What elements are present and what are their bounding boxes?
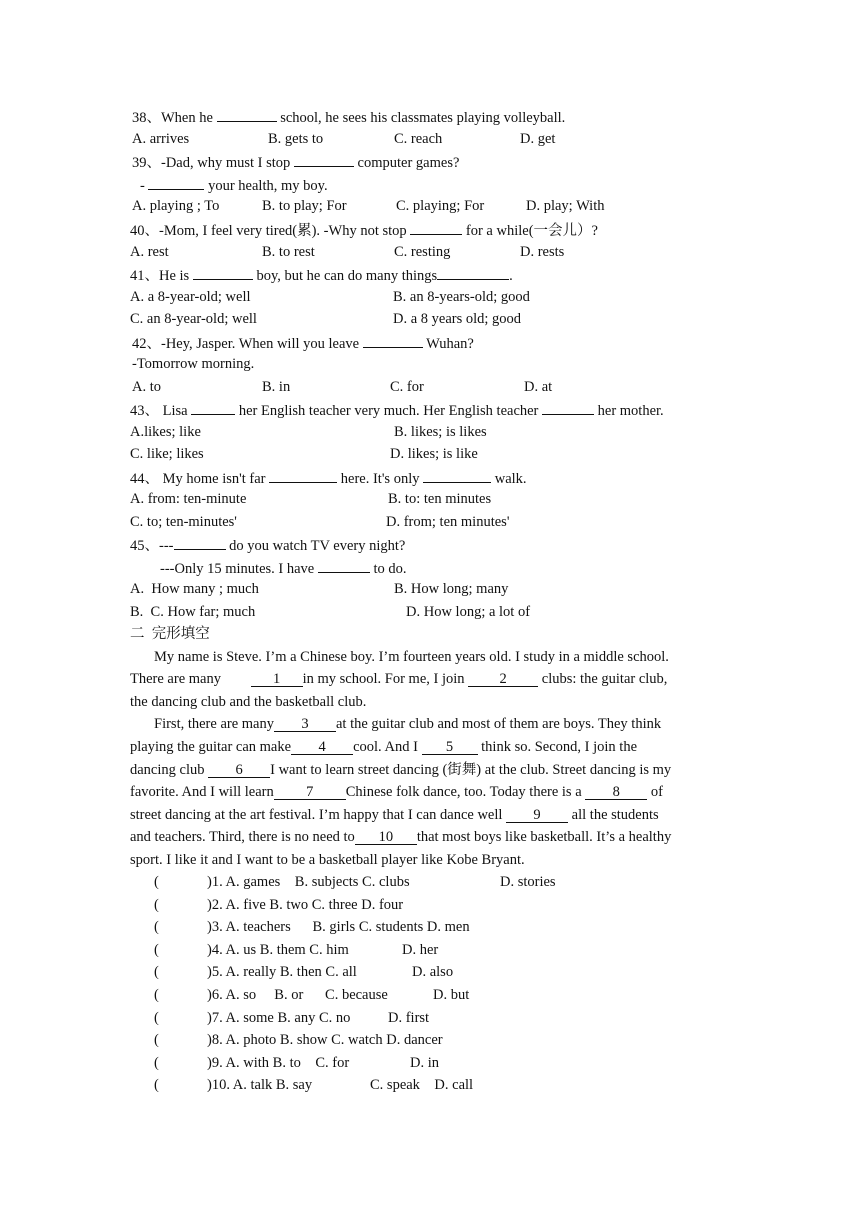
passage-line: favorite. And I will learn 7 Chinese folk dance, too. Today there is a 8 of [130, 784, 663, 800]
question-39-reply: - your health, my boy. [140, 174, 328, 196]
answer-blank [294, 151, 354, 167]
cloze-option-row: )2. A. five B. two C. three D. four [207, 896, 404, 913]
question-45-stem: 45、--- do you watch TV every night? [130, 534, 405, 556]
option-b: B. an 8-years-old; good [393, 289, 530, 305]
answer-blank [148, 174, 204, 190]
answer-paren[interactable]: ( [154, 919, 159, 936]
option-d: D. get [520, 131, 556, 147]
cloze-option-row: )6. A. so B. or C. because [207, 987, 388, 1003]
option-c: C. like; likes [130, 446, 204, 462]
option-b: B. likes; is likes [394, 424, 487, 440]
option-d: D. likes; is like [390, 446, 478, 462]
cloze-option-row: )4. A. us B. them C. him [207, 941, 349, 958]
passage-line: the dancing club and the basketball club. [130, 694, 367, 710]
blank-2: 2 [468, 671, 538, 687]
option-c: C. reach [394, 131, 443, 147]
question-41-stem: 41、He is boy, but he can do many things . [130, 264, 513, 286]
question-44-stem: 44、 My home isn't far here. It's only walk. [130, 467, 527, 489]
question-40-stem: 40、-Mom, I feel very tired(累). -Why not stop for a while(一会儿）? [130, 219, 598, 241]
option-b: B. gets to [268, 131, 324, 147]
option-a: A. arrives [132, 131, 190, 147]
passage-line: sport. I like it and I want to be a basketball player like Kobe Bryant. [130, 852, 525, 868]
cloze-option-row: )9. A. with B. to C. for [207, 1054, 350, 1071]
answer-paren[interactable]: ( [154, 1077, 159, 1094]
answer-paren[interactable]: ( [154, 1032, 159, 1049]
cloze-option-row: )7. A. some B. any C. no [207, 1009, 351, 1026]
option-c: C. playing; For [396, 198, 485, 214]
blank-6: 6 [208, 762, 270, 778]
answer-paren[interactable]: ( [154, 941, 159, 958]
option-d: D. a 8 years old; good [393, 311, 522, 327]
section-title: 二 完形填空 [130, 626, 210, 642]
option-b: B. to: ten minutes [388, 491, 492, 507]
option-b: B. How long; many [394, 581, 509, 597]
option-d: D. rests [520, 244, 565, 260]
answer-paren[interactable]: ( [154, 1054, 159, 1071]
blank-1: 1 [251, 671, 303, 687]
answer-blank [174, 534, 226, 550]
option-a: A. playing ; To [132, 198, 220, 214]
blank-5: 5 [422, 739, 478, 755]
option-c: C. for [390, 379, 424, 395]
option-b: B. to rest [262, 244, 315, 260]
option-b: B. in [262, 379, 291, 395]
option-c: B. C. How far; much [130, 604, 256, 620]
question-42-stem: 42、-Hey, Jasper. When will you leave Wuhan? [132, 332, 474, 354]
cloze-option-row: )1. A. games B. subjects C. clubs [207, 874, 410, 890]
blank-4: 4 [291, 739, 353, 755]
cloze-option-row: )10. A. talk B. say [207, 1077, 313, 1094]
cloze-option-extra: D. her [402, 941, 439, 958]
option-d: D. at [524, 379, 553, 395]
answer-paren[interactable]: ( [154, 1009, 159, 1026]
answer-blank [318, 557, 370, 573]
cloze-option-row: )8. A. photo B. show C. watch D. dancer [207, 1032, 443, 1049]
answer-paren[interactable]: ( [154, 964, 159, 981]
question-38-stem: 38、When he school, he sees his classmates playing volleyball. [132, 106, 565, 128]
cloze-option-extra: D. also [412, 964, 454, 981]
answer-blank [410, 219, 462, 235]
cloze-option-row: )5. A. really B. then C. all [207, 964, 357, 981]
option-d: D. How long; a lot of [406, 604, 531, 620]
passage-line: My name is Steve. I’m a Chinese boy. I’m fourteen years old. I study in a middle school. [154, 649, 669, 665]
blank-9: 9 [506, 807, 568, 823]
option-a: A. rest [130, 244, 169, 260]
answer-blank [363, 332, 423, 348]
blank-7: 7 [274, 784, 346, 800]
cloze-option-extra: D. in [410, 1054, 439, 1071]
option-c: C. an 8-year-old; well [130, 311, 257, 327]
option-d: D. from; ten minutes' [386, 514, 510, 530]
cloze-option-extra: D. stories [500, 874, 556, 890]
option-d: D. play; With [526, 198, 605, 214]
passage-line: and teachers. Third, there is no need to 10 that most boys like basketball. It’s a healthy [130, 829, 672, 845]
option-a: A. from: ten-minute [130, 491, 247, 507]
answer-blank [423, 467, 491, 483]
option-a: A. How many ; much [130, 581, 259, 597]
option-a: A. to [132, 379, 161, 395]
option-a: A. a 8-year-old; well [130, 289, 251, 305]
option-c: C. to; ten-minutes' [130, 514, 237, 530]
answer-paren[interactable]: ( [154, 987, 159, 1003]
passage-line: dancing club 6 I want to learn street dancing (街舞) at the club. Street dancing is my [130, 762, 672, 778]
cloze-option-extra: D. but [433, 987, 470, 1003]
passage-line: street dancing at the art festival. I’m happy that I can dance well 9 all the students [130, 807, 659, 823]
question-42-reply: -Tomorrow morning. [132, 356, 255, 372]
cloze-option-extra: D. first [388, 1009, 430, 1026]
question-45-reply: ---Only 15 minutes. I have to do. [160, 557, 407, 579]
cloze-option-row: )3. A. teachers B. girls C. students D. men [207, 919, 470, 936]
answer-blank [542, 399, 594, 415]
answer-blank [191, 399, 235, 415]
blank-10: 10 [355, 829, 417, 845]
answer-paren[interactable]: ( [154, 874, 159, 890]
blank-3: 3 [274, 716, 336, 732]
passage-line: There are many 1 in my school. For me, I join 2 clubs: the guitar club, [130, 671, 668, 687]
option-b: B. to play; For [262, 198, 347, 214]
answer-blank [269, 467, 337, 483]
cloze-option-extra: C. speak D. call [370, 1077, 474, 1094]
answer-blank [437, 264, 509, 280]
answer-paren[interactable]: ( [154, 896, 159, 913]
question-39-stem: 39、-Dad, why must I stop computer games? [132, 151, 459, 173]
option-a: A.likes; like [130, 424, 201, 440]
answer-blank [193, 264, 253, 280]
passage-line: playing the guitar can make 4 cool. And I 5 think so. Second, I join the [130, 739, 638, 755]
answer-blank [217, 106, 277, 122]
option-c: C. resting [394, 244, 451, 260]
question-43-stem: 43、 Lisa her English teacher very much. Her English teacher her mother. [130, 399, 664, 421]
blank-8: 8 [585, 784, 647, 800]
passage-line: First, there are many 3 at the guitar club and most of them are boys. They think [154, 716, 662, 732]
